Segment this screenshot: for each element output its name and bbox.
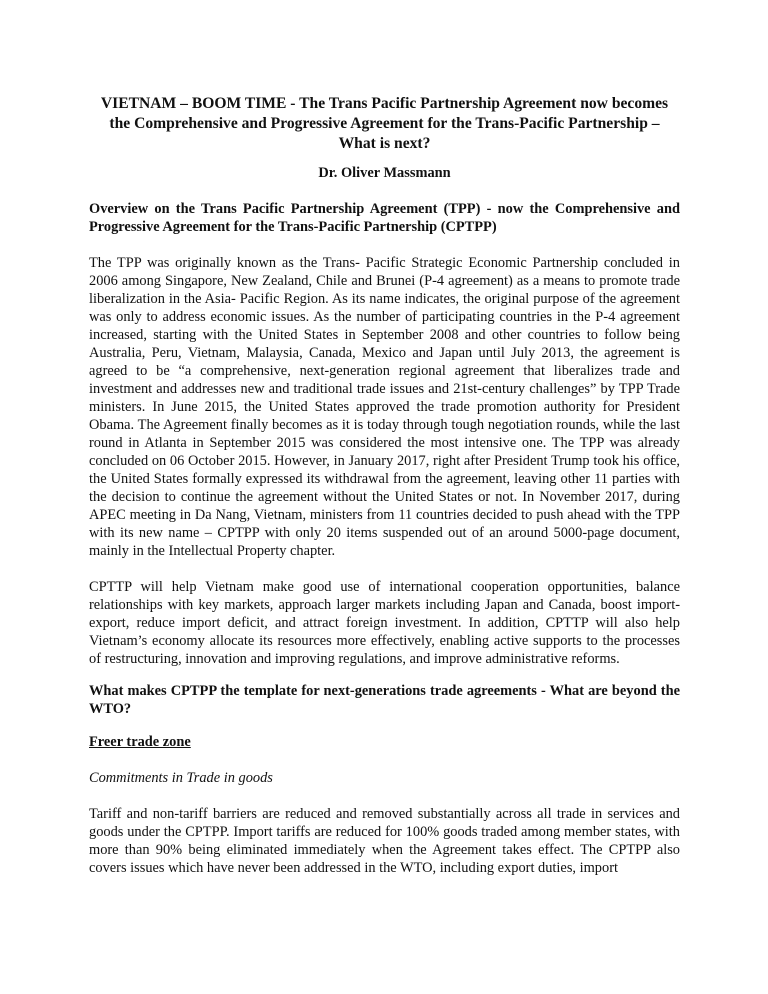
document-page — [89, 94, 680, 877]
paragraph-tariffs: Tariff and non-tariff barriers are reduced and removed substantially across all trade in services and goods under the CPTPP. Import tariffs are reduced for 100% goods traded among member states, with more than 90% being eliminated immediately when the Agreement takes effect. The CPTPP also covers issues which have never been addressed in the WTO, including export duties, import — [89, 806, 680, 876]
paragraph-cptpp-benefits: CPTTP will help Vietnam make good use of international cooperation opportunities, balance relationships with key markets, approach larger markets including Japan and Canada, boost import-export, reduce import deficit, and attract foreign investment. In addition, CPTTP will also help Vietnam’s economy allocate its resources more effectively, enabling active supports to the processes of restructuring, innovation and improving regulations, and improve administrative reforms. — [89, 579, 680, 667]
paragraph-tpp-history: The TPP was originally known as the Trans- Pacific Strategic Economic Partnership concluded in 2006 among Singapore, New Zealand, Chile and Brunei (P-4 agreement) as a means to promote trade liberalization in the Asia- Pacific Region. As its name indicates, the original purpose of the agreement was only to address economic issues. As the number of participating countries in the P-4 agreement increased, starting with the United States in September 2008 and other countries to follow being Australia, Peru, Vietnam, Malaysia, Canada, Mexico and Japan until July 2013, the agreement is agreed to be “a comprehensive, next-generation regional agreement that liberalizes trade and investment and addresses new and traditional trade issues and 21st-century challenges” by TPP Trade ministers. In June 2015, the United States approved the trade promotion authority for President Obama. The Agreement finally becomes as it is today through tough negotiation rounds, while the last round in Atlanta in September 2015 was considered the most intensive one. The TPP was already concluded on 06 October 2015. However, in January 2017, right after President Trump took his office, the United States formally expressed its withdrawal from the agreement, leaving other 11 parties with the decision to continue the agreement without the United States or not. In November 2017, during APEC meeting in Da Nang, Vietnam, ministers from 11 countries decided to push ahead with the TPP with its new name – CPTPP with only 20 items suspended out of an around 5000-page document, mainly in the Intellectual Property chapter. — [89, 255, 680, 559]
subsection-heading-commitments: Commitments in Trade in goods — [89, 770, 273, 786]
document-title: VIETNAM – BOOM TIME - The Trans Pacific Partnership Agreement now becomes the Comprehensive and Progressive Agreement for the Trans-Pacific Partnership – What is next? — [100, 95, 669, 152]
section-heading-template: What makes CPTPP the template for next-generations trade agreements - What are beyond the WTO? — [89, 683, 680, 717]
subsection-heading-freer-trade: Freer trade zone — [89, 734, 191, 750]
section-heading-overview: Overview on the Trans Pacific Partnership Agreement (TPP) - now the Comprehensive and Progressive Agreement for the Trans-Pacific Partnership (CPTPP) — [89, 201, 680, 235]
author-name: Dr. Oliver Massmann — [318, 165, 451, 181]
